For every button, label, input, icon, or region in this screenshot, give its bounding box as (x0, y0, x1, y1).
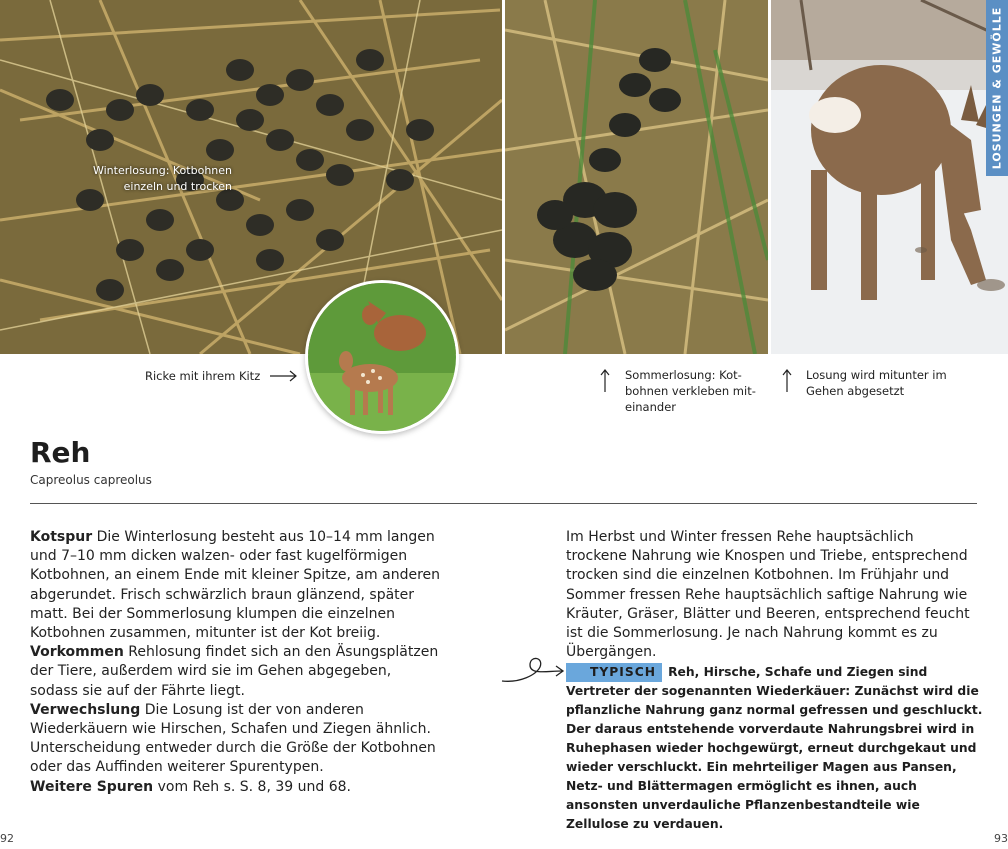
summer-droppings-photo (505, 0, 768, 354)
arrow-right-icon (270, 370, 298, 382)
paragraph-kotspur: Kotspur Die Winterlosung besteht aus 10–14 mm langen und 7–10 mm dicken walzen- oder fast kugelförmigen Kotbohnen, an einem Ende mit kleiner Spitze, am anderen abgerundet. Frisch schwärzlich braun glänzend, später matt. Bei der Sommerlosung klumpen die einzelnen Kotbohnen zusammen, mitunter ist der Kot breiig. (30, 529, 440, 642)
latin-name: Capreolus capreolus (30, 473, 152, 487)
page-title: Reh (30, 436, 91, 469)
section-side-tab-label: LOSUNGEN & GEWÖLLE (990, 6, 1004, 170)
page-number-right: 93 (994, 832, 1008, 845)
arrow-up-icon (600, 368, 610, 394)
typisch-text: Reh, Hirsche, Schafe und Ziegen sind Vertreter der sogenannten Wiederkäuer: Zunächst wird die pflanzliche Nahrung ganz normal gefressen und geschluckt. Der daraus entstehende vorverdaute Nahrungsbrei wird in Ruhephasen wieder hochgewürgt, erneut durchgekaut und wieder verschluckt. Ein mehrteiliger Magen aus Pansen, Netz- und Blättermagen ermöglicht es ihnen, auch ansonsten unverdauliche Pflanzenbestandteile wie Zellulose zu verdauen. (566, 665, 983, 831)
page-number-left: 92 (0, 832, 14, 845)
divider (30, 503, 977, 504)
right-text-column (566, 528, 978, 662)
arrow-up-icon (782, 368, 792, 394)
typisch-label: TYPISCH (566, 663, 662, 682)
paragraph-nahrung: Im Herbst und Winter fressen Rehe hauptsächlich trockene Nahrung wie Knospen und Triebe, entsprechend trocken sind die einzelnen Kotbohnen. Im Frühjahr und Sommer fressen Rehe hauptsächlich saftige Nahrung wie Kräuter, Gräser, Blätter und Beeren, entsprechend feucht ist die Sommerlosung. Je nach Nahrung kommt es zu Übergängen. (566, 529, 970, 661)
deer-droppings-walking-caption: Losung wird mitunter im Gehen abgesetzt (806, 368, 947, 398)
paragraph-weitere-spuren: Weitere Spuren vom Reh s. S. 8, 39 und 68. (30, 778, 351, 795)
roe-doe-with-fawn-photo (305, 280, 459, 434)
left-text-column (30, 528, 442, 797)
section-side-tab[interactable] (986, 0, 1008, 176)
deer-in-snow-photo (771, 0, 1008, 354)
kitz-caption: Ricke mit ihrem Kitz (145, 369, 261, 383)
paragraph-verwechslung: Verwechslung Die Losung ist der von anderen Wiederkäuern wie Hirschen, Schafen und Ziegen ähnlich. Unterscheidung entweder durch die Größe der Kotbohnen oder das Auffinden weiterer Spurentypen. (30, 701, 436, 776)
summer-droppings-caption: Sommerlosung: Kot-bohnen verkleben mit-einander (625, 368, 756, 414)
typisch-box (566, 663, 986, 834)
winter-droppings-caption: Winterlosung: Kotbohnen einzeln und trocken (92, 164, 232, 193)
paragraph-vorkommen: Vorkommen Rehlosung findet sich an den Äsungsplätzen der Tiere, außerdem wird sie im Gehen abgegeben, sodass sie auf der Fährte liegt. (30, 644, 439, 699)
